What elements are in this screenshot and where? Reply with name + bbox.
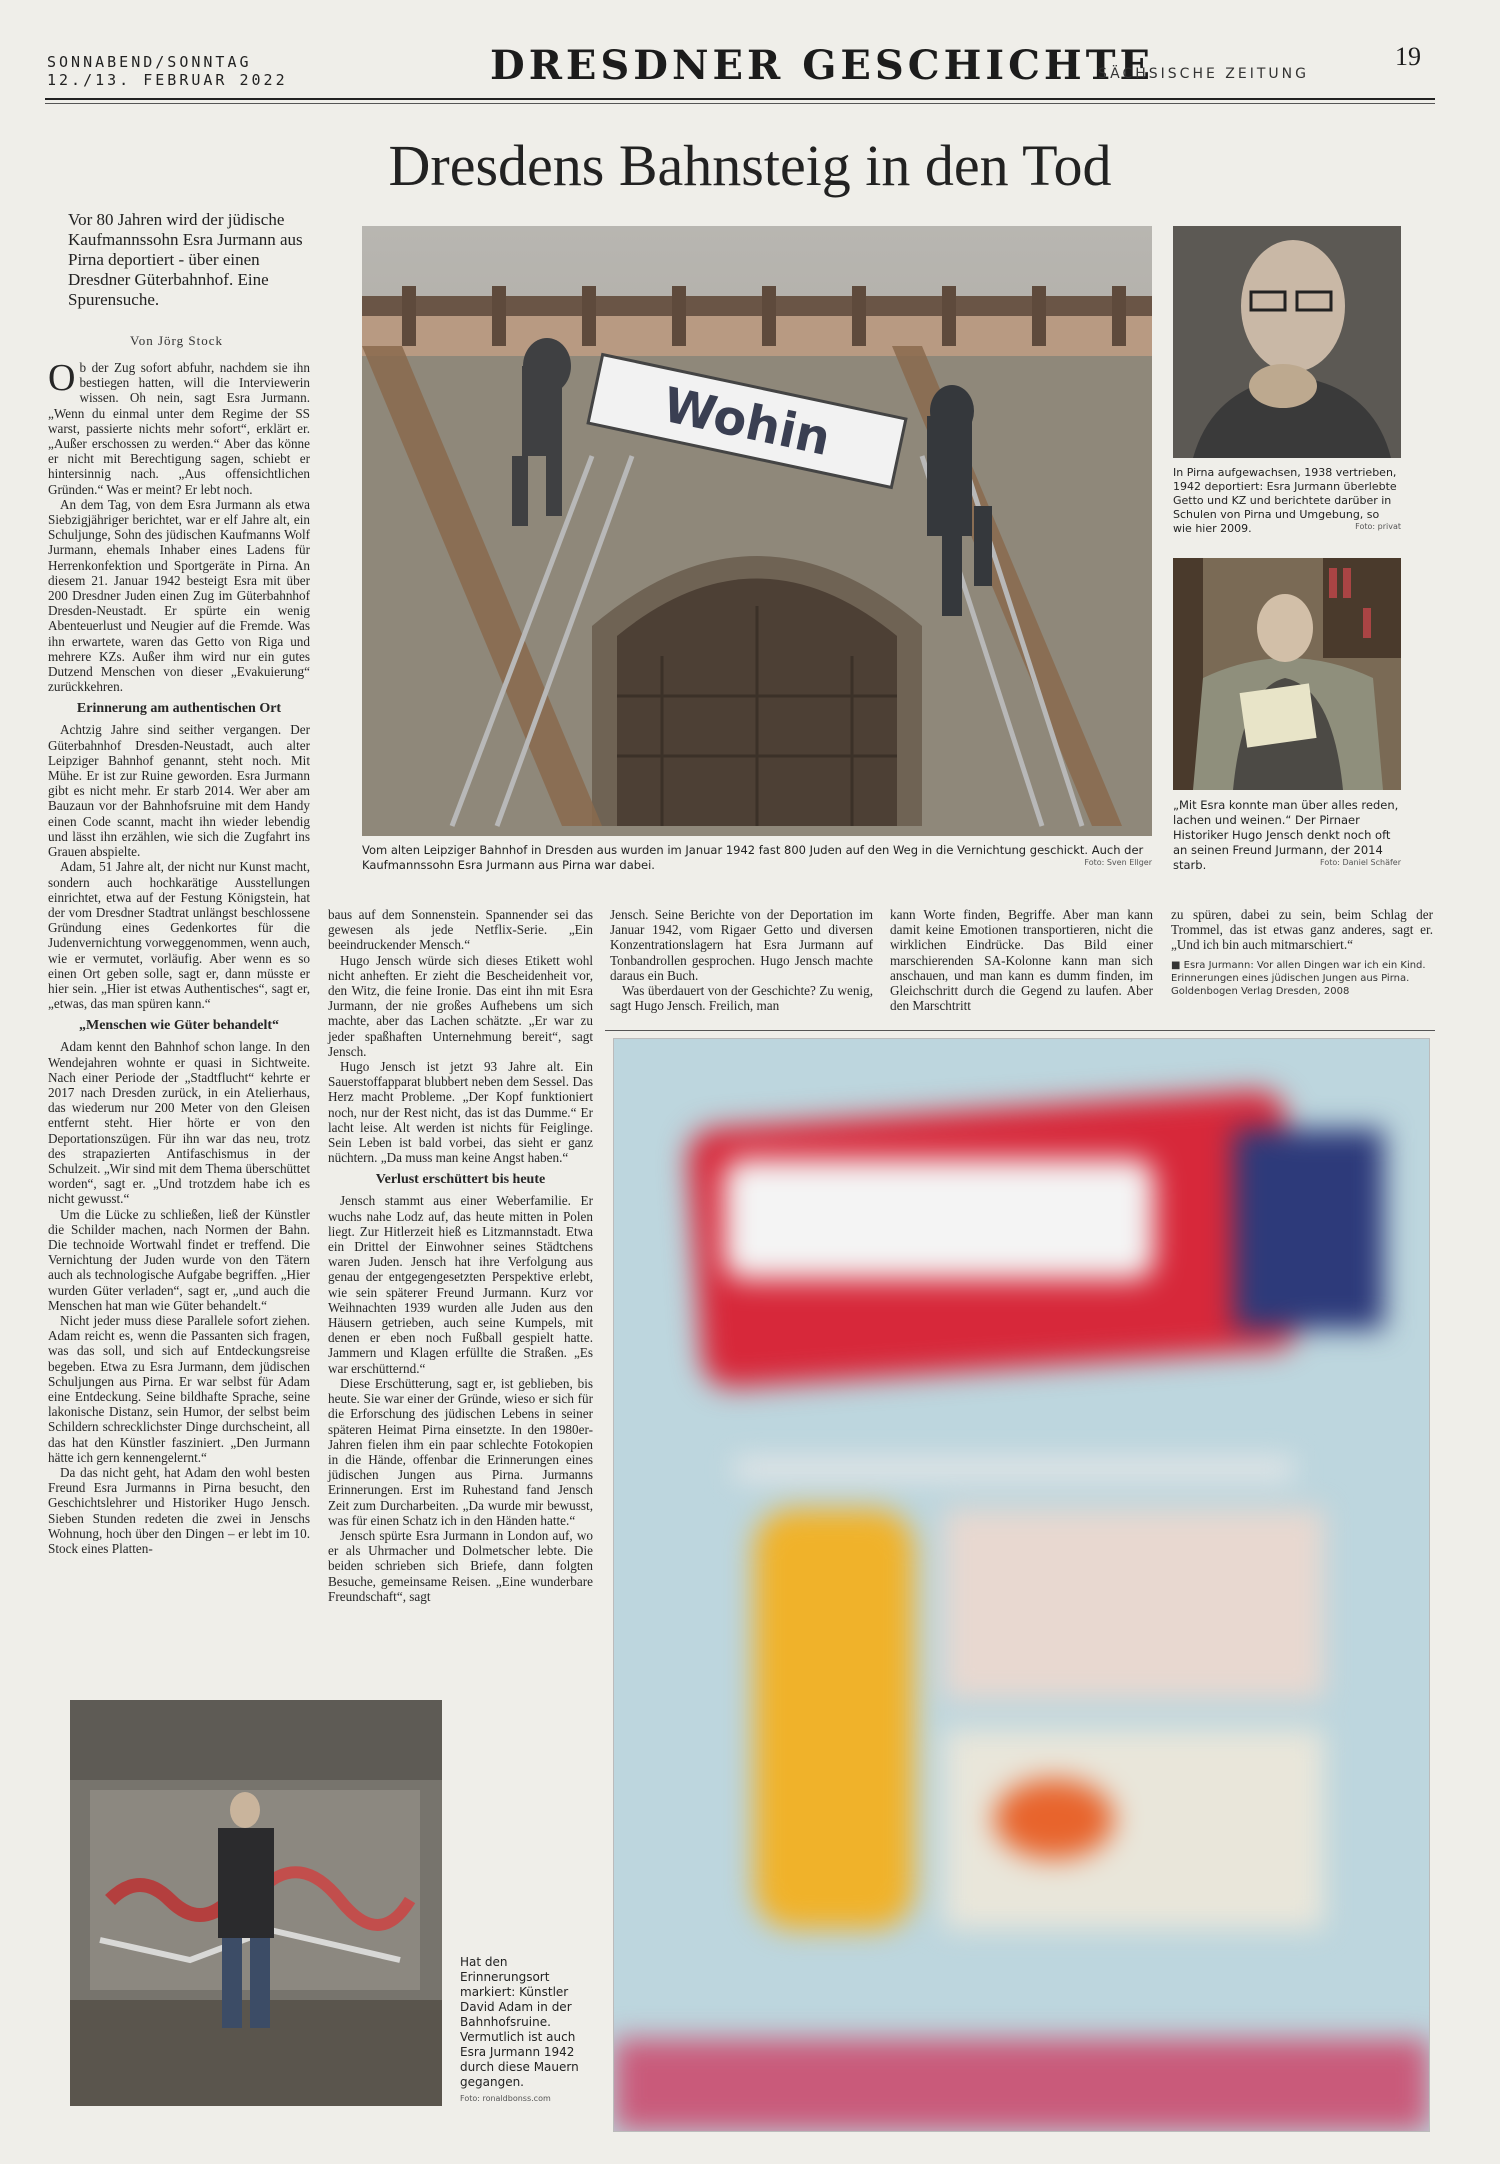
artist-ruin-illustration xyxy=(70,1700,442,2106)
col1-p1: b der Zug sofort abfuhr, nachdem sie ihn bestiegen hatten, will die Interviewerin wissen. Oh nein, sagt Esra Jurmann. „Wenn du einmal unter dem Regime der SS warst, passierte nichts mehr sofort“, erklärt er. „Außer erschossen zu werden.“ Aber das könne er nicht mit Berechtigung sagen, schiebt er hintersinnig nach. „Aus offensichtlichen Gründen.“ Was er meint? Er lebt noch. xyxy=(48,360,310,497)
col1-p5: Adam kennt den Bahnhof schon lange. In den Wendejahren wohnte er quasi in Sichtweite. Nach einer Periode der „Stadtflucht“ kehrte er 2017 nach Dresden zurück, in ein Atelierhaus, das wiederum nur 200 Meter von den Gleisen entfernt steht. Hier hörte er von den Deportationszügen. Für ihn war das neu, trotz des strapazierten Antifaschismus in der Schulzeit. „Wir sind mit dem Thema überschüttet worden“, sagt er. „Und trotzdem habe ich es nicht gewusst.“ xyxy=(48,1039,310,1207)
col5-p1: zu spüren, dabei zu sein, beim Schlag der Trommel, das ist etwas ganz anderes, sagt er. „Und ich bin auch mitmarschiert.“ xyxy=(1171,907,1433,953)
headline: Dresdens Bahnsteig in den Tod xyxy=(388,133,1112,198)
portrait2-credit: Foto: Daniel Schäfer xyxy=(1320,858,1401,867)
page-number: 19 xyxy=(1395,42,1421,71)
masthead-datetext: 12./13. FEBRUAR 2022 xyxy=(47,71,288,89)
subheading-menschen: „Menschen wie Güter behandelt“ xyxy=(78,1018,279,1034)
col2-p6: Jensch spürte Esra Jurmann in London auf, wo er als Uhrmacher und Dolmetscher lebte. Die beiden schrieben sich Briefe, dann folgten Besuche, gemeinsame Reisen. „Eine wunderbare Freundschaft“, sagt xyxy=(328,1527,593,1604)
portrait2-caption xyxy=(1173,798,1401,873)
masthead-rule xyxy=(45,98,1435,100)
portrait1-credit: Foto: privat xyxy=(1355,522,1401,531)
col1-p2: An dem Tag, von dem Esra Jurmann als etwa Siebzigjähriger berichtet, war er elf Jahre alt, ein Schuljunge, Sohn des jüdischen Kaufmanns Wolf Jurmann, ehemals Inhaber eines Ladens für Herrenkonfektion und Sportgeräte in Pirna. An diesem 21. Januar 1942 besteigt Esra mit über 200 Dresdner Juden einen Zug im Güterbahnhof Dresden-Neustadt. Er spürte ein wenig Abenteuerlust und Neugier auf die Fremde. Was ihn erwartete, waren das Getto von Riga und mehrere KZs. Außer ihm wird nur ein gutes Dutzend Menschen von dieser „Evakuierung“ zurückkehren. xyxy=(48,496,310,695)
masthead-rule-thin xyxy=(45,103,1435,104)
article-column-1 xyxy=(48,357,310,1557)
main-caption-text: Vom alten Leipziger Bahnhof in Dresden aus wurden im Januar 1942 fast 800 Juden auf den Weg in die Vernichtung geschickt. Auch der Kaufmannssohn Esra Jurmann aus Pirna war dabei. xyxy=(362,843,1144,872)
sign-text: Wohin xyxy=(658,377,836,467)
col3-p2: Was überdauert von der Geschichte? Zu wenig, sagt Hugo Jensch. Freilich, man xyxy=(610,983,873,1014)
byline: Von Jörg Stock xyxy=(130,333,223,348)
main-photo xyxy=(362,226,1152,836)
masthead-weekday: SONNABEND/SONNTAG xyxy=(47,53,252,71)
portrait1-caption-text: In Pirna aufgewachsen, 1938 vertrieben, 1942 deportiert: Esra Jurmann überlebte Getto und KZ und berichtete darüber in Schulen von Pirna und Umgebung, so wie hier 2009. xyxy=(1173,466,1397,535)
col2-p5: Diese Erschütterung, sagt er, ist geblieben, bis heute. Sie war einer der Gründe, wieso er sich für die Erforschung des jüdischen Lebens in seiner späteren Heimat Pirna einsetzte. In den 1980er-Jahren fielen ihm ein paar schlechte Fotokopien in die Hände, offenbar die Erinnerungen eines jüdischen Jungen aus Pirna. Jurmanns Erinnerungen. Erst im Ruhestand fand Jensch Zeit zum Durcharbeiten. „Da wurde mir bewusst, was für einen Schatz ich in den Händen hatte.“ xyxy=(328,1375,593,1528)
col1-p8: Da das nicht geht, hat Adam den wohl besten Freund Esra Jurmanns in Pirna besucht, den Geschichtslehrer und Historiker Hugo Jensch. Sieben Stunden redeten die zwei in Jenschs Wohnung, hoch über den Dingen – er lebt im 10. Stock eines Platten- xyxy=(48,1465,310,1557)
subheading-erinnerung: Erinnerung am authentischen Ort xyxy=(76,701,282,717)
ad-blur-layer xyxy=(614,1039,1429,2131)
dropcap: O xyxy=(48,357,76,399)
portrait-esra-jurmann xyxy=(1173,226,1401,458)
col2-p1: baus auf dem Sonnenstein. Spannender sei das gewesen als jede Netflix-Serie. „Ein beeindruckender Mensch.“ xyxy=(328,907,593,953)
article-column-5 xyxy=(1171,907,1433,998)
station-ruin-illustration xyxy=(362,226,1152,836)
portrait-hugo-jensch xyxy=(1173,558,1401,790)
artist-caption xyxy=(460,1955,590,2104)
masthead-date xyxy=(47,53,288,89)
portrait-reading-illustration xyxy=(1173,558,1401,790)
ad-divider xyxy=(605,1030,1435,1031)
advertisement-blurred xyxy=(613,1038,1430,2132)
col1-p7: Nicht jeder muss diese Parallele sofort ziehen. Adam reicht es, wenn die Passanten sich fragen, was das soll, und sich auf Entdeckungsreise begeben. Etwa zu Esra Jurmann, dem jüdischen Schuljungen aus Pirna. Er war selbst für Adam eine Entdeckung. Seine bildhafte Sprache, seine lakonische Distanz, sein Humor, der selbst beim Schildern schrecklichster Dinge durchscheint, all das hat den Künstler fasziniert. „Den Jurmann hätte ich gern kennengelernt.“ xyxy=(48,1312,310,1465)
col1-p3: Achtzig Jahre sind seither vergangen. Der Güterbahnhof Dresden-Neustadt, auch alter Leipziger Bahnhof genannt, steht noch. Mit Mühe. Er ist zur Ruine geworden. Esra Jurmann gibt es nicht mehr. Er starb 2014. Wer aber am Bauzaun vor der Bahnhofsruine mit dem Handy einen Code scannt, macht ihn wieder lebendig und lässt ihn erzählen, wie sich die Zugfahrt ins Grauen abspielte. xyxy=(48,722,310,860)
portrait1-caption xyxy=(1173,466,1401,536)
col2-p3: Hugo Jensch ist jetzt 93 Jahre alt. Ein Sauerstoffapparat blubbert neben dem Sessel. Das Herz macht Probleme. „Der Kopf funktioniert noch, nur der Rest nicht, das ist das Dumme.“ Er lacht leise. Alt werden ist nichts für Feiglinge. Sein Leben ist bald vorbei, das sieht er ganz nüchtern. „Da muss man keine Angst haben.“ xyxy=(328,1059,593,1166)
col1-p6: Um die Lücke zu schließen, ließ der Künstler die Schilder machen, nach Normen der Bahn. Die technoide Wortwahl findet er treffend. Die Vernichtung der Juden wurde von den Tätern auch als technologische Aufgabe begriffen. „Hier wurden Güter verladen“, sagt er, „und auch die Menschen hat man wie Güter behandelt.“ xyxy=(48,1206,310,1313)
main-photo-credit: Foto: Sven Ellger xyxy=(1084,858,1152,867)
portrait2-caption-text: „Mit Esra konnte man über alles reden, lachen und weinen.“ Der Pirnaer Historiker Hugo Jensch denkt noch oft an seinen Freund Jurmann, der 2014 starb. xyxy=(1173,798,1399,872)
subheading-verlust: Verlust erschüttert bis heute xyxy=(375,1172,546,1188)
book-reference: ■ Esra Jurmann: Vor allen Dingen war ich ein Kind. Erinnerungen eines jüdischen Jungen aus Pirna. Goldenbogen Verlag Dresden, 2008 xyxy=(1171,959,1426,997)
artist-credit: Foto: ronaldbonss.com xyxy=(460,2094,551,2103)
col1-p4: Adam, 51 Jahre alt, der nicht nur Kunst macht, sondern auch hochkarätige Ausstellungen einrichtet, etwa auf der Festung Königstein, hat der vom Dresdner Stadtrat unlängst beschlossene Gründung eines Gedenkortes für die Judenvernichtung vorweggenommen, wenn auch, wie er vermutet, vorläufig. Aber wenn es so einen Ort geben solle, sagt er, dann müsste er hier sein. „Hier ist etwas Authentisches“, sagt er, „etwas, das man spüren kann.“ xyxy=(48,859,310,1012)
portrait-illustration xyxy=(1173,226,1401,458)
col3-p1: Jensch. Seine Berichte von der Deportation im Januar 1942, vom Rigaer Getto und diversen Konzentrationslagern hat Esra Jurmann auf Tonbandrollen gesprochen. Hugo Jensch machte daraus ein Buch. xyxy=(610,907,873,983)
main-photo-caption xyxy=(362,843,1152,873)
artist-photo xyxy=(70,1700,442,2106)
col2-p2: Hugo Jensch würde sich dieses Etikett wohl nicht anheften. Er zieht die Bescheidenheit vor, den Witz, die feine Ironie. Das eint ihn mit Esra Jurmann, der nie großes Aufhebens um sich machte, aber das Lachen schätzte. „Er war zu jeder spaßhaften Unternehmung bereit“, sagt Jensch. xyxy=(328,952,593,1059)
teaser: Vor 80 Jahren wird der jüdische Kaufmannssohn Esra Jurmann aus Pirna deportiert - über einen Dresdner Güterbahnhof. Eine Spurensuche. xyxy=(68,210,303,309)
col4-p1: kann Worte finden, Begriffe. Aber man kann damit keine Emotionen transportieren, nicht die wirklichen Eindrücke. Das Bild einer marschierenden SA-Kolonne kann man sich anschauen, und man kann es dumm finden, im Gleichschritt durch die Gegend zu laufen. Aber den Marschtritt xyxy=(890,907,1153,1014)
newspaper-name: SÄCHSISCHE ZEITUNG xyxy=(1098,66,1309,82)
article-column-4 xyxy=(890,907,1153,1013)
col2-p4: Jensch stammt aus einer Weberfamilie. Er wuchs nahe Lodz auf, das heute mitten in Polen liegt. Zur Hitlerzeit hieß es Litzmannstadt. Etwa ein Drittel der Einwohner seines Städtchens waren Juden. Jensch hat ihre Verfolgung aus genau der entgegengesetzten Perspektive erlebt, wie sein späterer Freund Jurmann. Kurz vor Weihnachten 1939 wurden alle Juden aus den Häusern getrieben, auch seine Kumpels, mit denen er eben noch Fußball gespielt hatte. Jammern und Klagen erfüllte die Straßen. „Es war erschütternd.“ xyxy=(328,1193,593,1376)
article-column-3 xyxy=(610,907,873,1013)
artist-caption-text: Hat den Erinnerungsort markiert: Künstler David Adam in der Bahnhofsruine. Vermutlich ist auch Esra Jurmann 1942 durch diese Mauern gegangen. xyxy=(460,1955,579,2089)
article-column-2 xyxy=(328,907,593,1604)
section-title: DRESDNER GESCHICHTE xyxy=(490,42,1154,89)
